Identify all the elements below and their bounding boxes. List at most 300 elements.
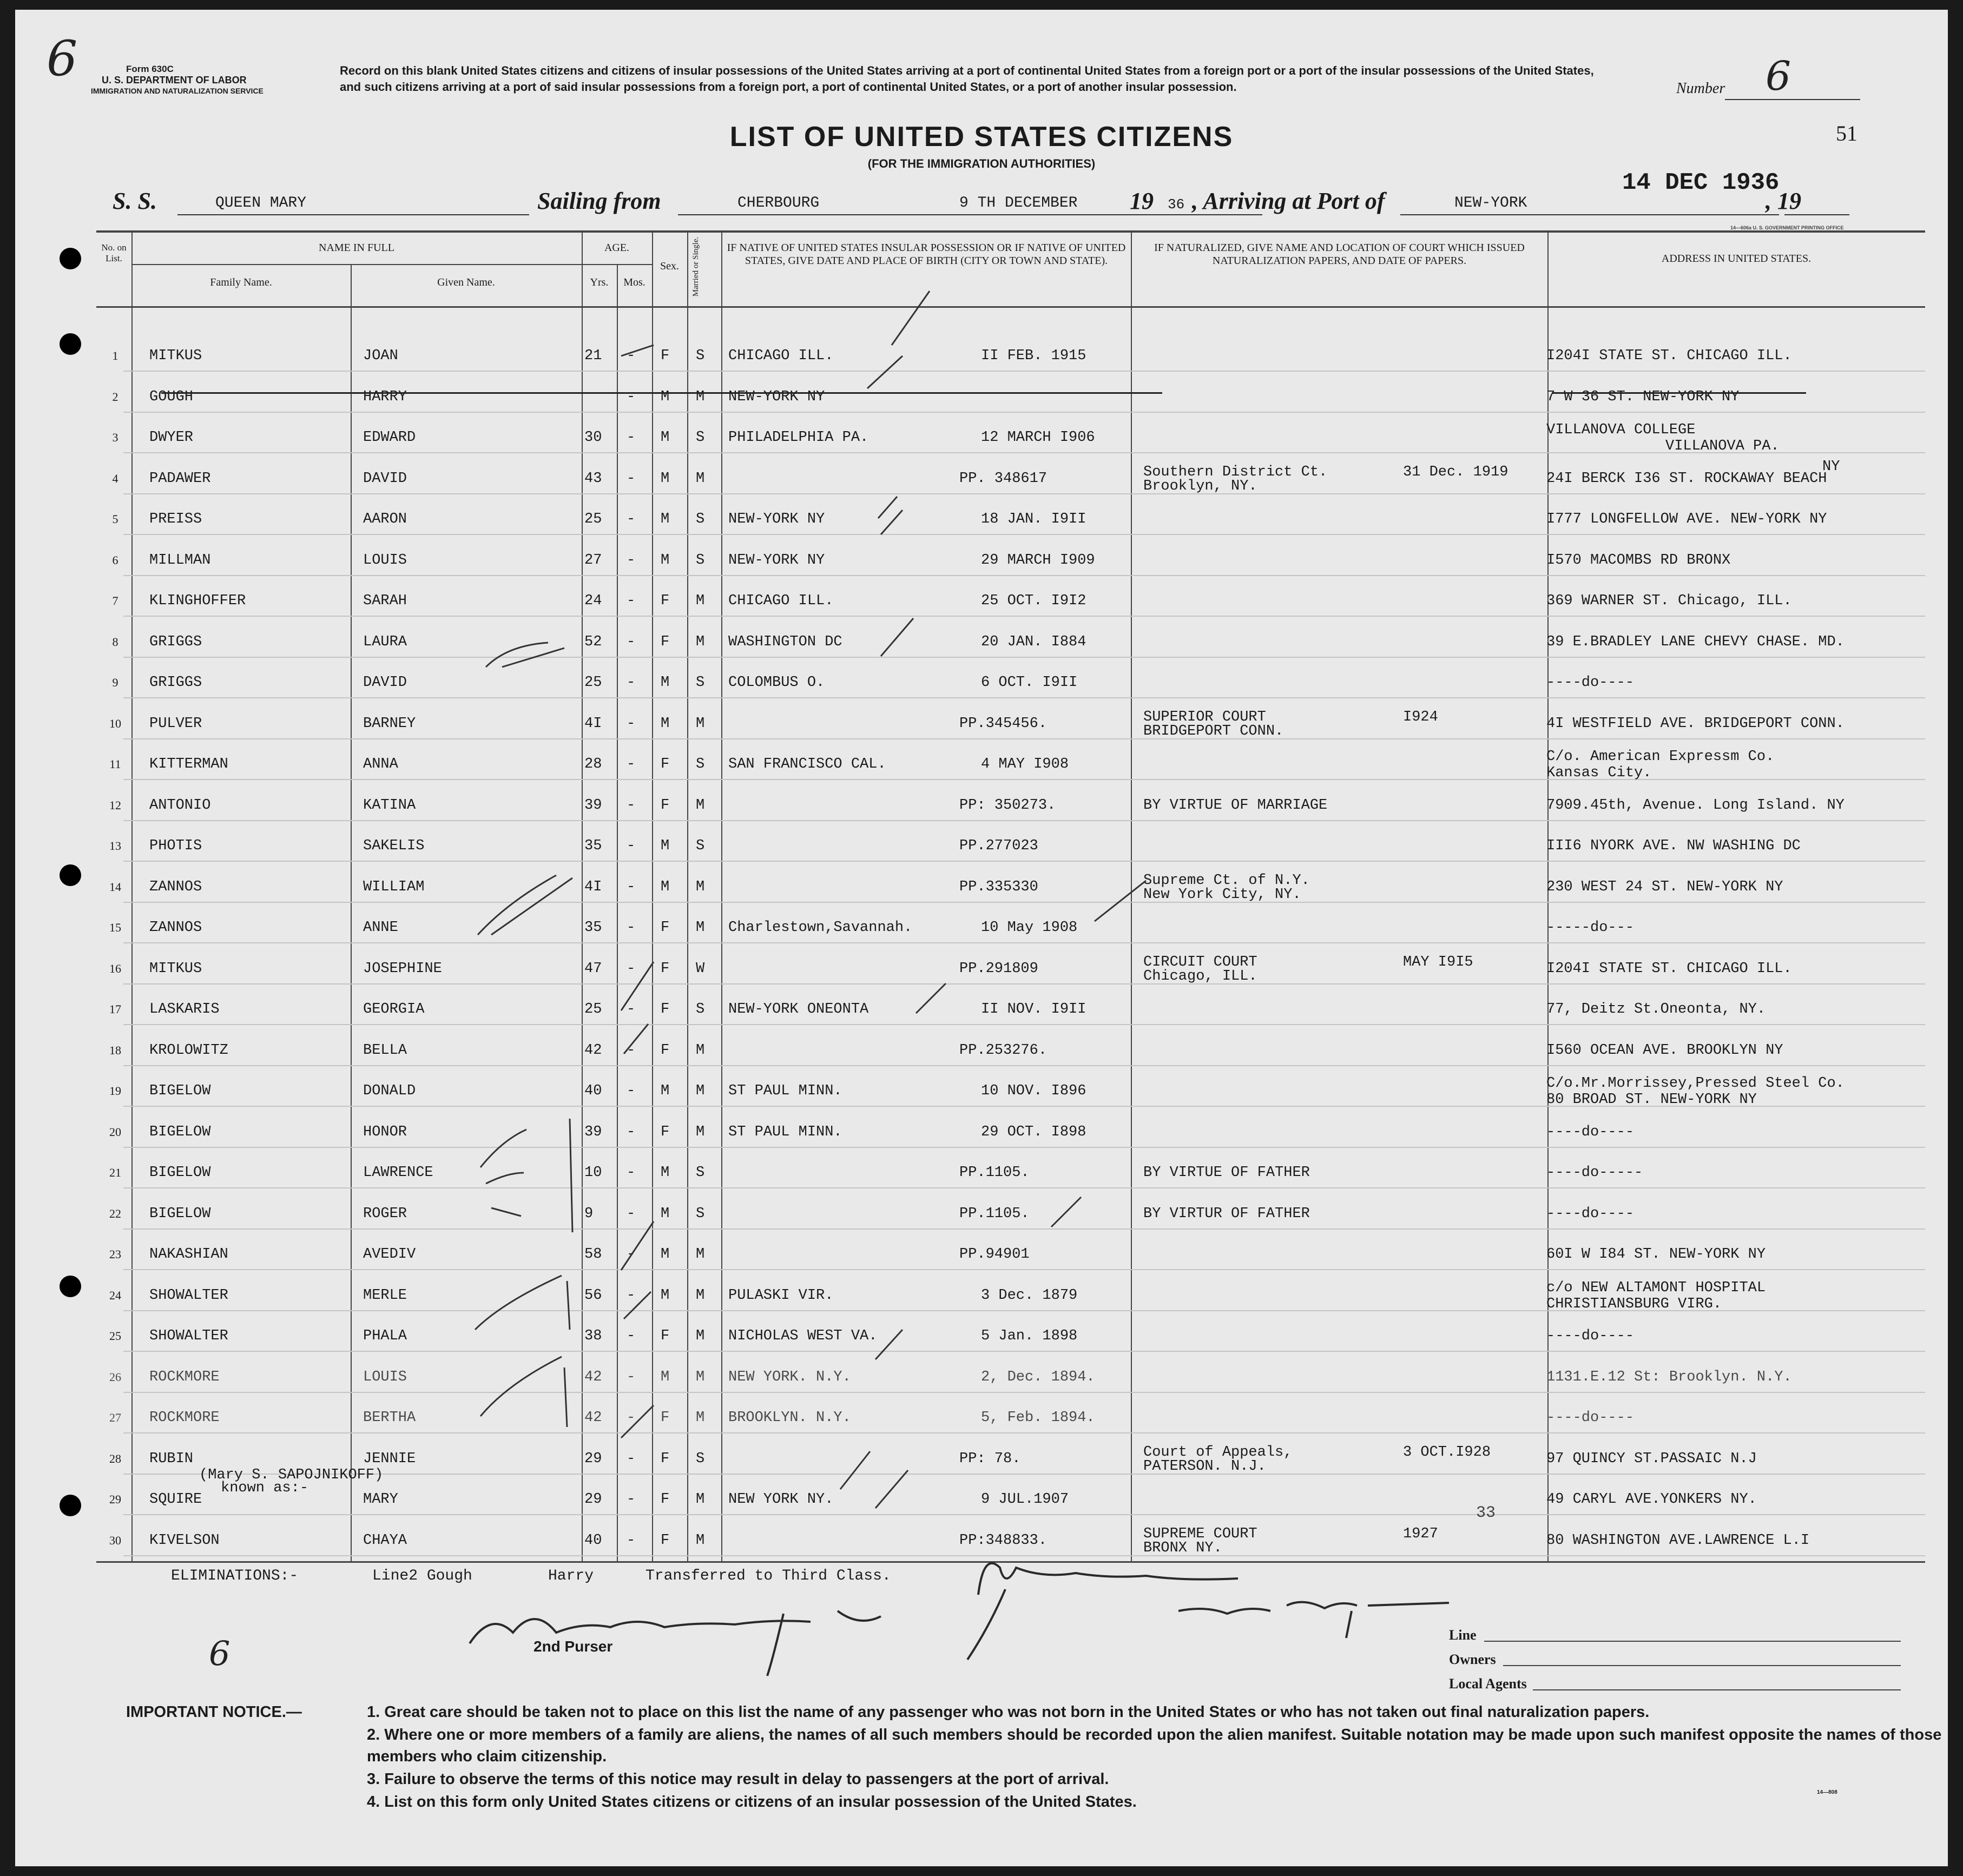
age-months: - <box>627 388 636 405</box>
family-name: BIGELOW <box>149 1165 211 1181</box>
marital-status: M <box>696 1083 705 1099</box>
birth-date-or-papers: 29 MARCH I909 <box>981 552 1095 569</box>
row-number: 10 <box>109 716 121 730</box>
court-name: Southern District Ct. <box>1143 464 1328 480</box>
address: I777 LONGFELLOW AVE. NEW-YORK NY <box>1546 511 1827 527</box>
court-location: Chicago, ILL. <box>1143 968 1257 985</box>
sex: F <box>661 1532 670 1549</box>
alias-label: known as:- <box>221 1479 309 1496</box>
birth-place: NEW-YORK NY <box>728 388 825 405</box>
sex: M <box>661 430 670 446</box>
sex: F <box>661 797 670 814</box>
birth-date-or-papers: 3 Dec. 1879 <box>981 1287 1078 1304</box>
given-name: DAVID <box>363 470 407 487</box>
header-sex: Sex. <box>660 260 679 272</box>
court-location: BRONX NY. <box>1143 1540 1222 1556</box>
year-suffix: 36 <box>1168 196 1185 213</box>
marital-status: M <box>696 1369 705 1385</box>
given-name: HARRY <box>363 388 407 405</box>
sex: M <box>661 1369 670 1385</box>
address: 7909.45th, Avenue. Long Island. NY <box>1546 797 1845 814</box>
address: c/o NEW ALTAMONT HOSPITAL <box>1546 1279 1766 1296</box>
sex: M <box>661 1165 670 1181</box>
birth-date-or-papers: PP.253276. <box>959 1042 1048 1059</box>
marital-status: W <box>696 960 705 977</box>
age-months: - <box>627 838 636 854</box>
given-name: HONOR <box>363 1124 407 1140</box>
sex: M <box>661 552 670 569</box>
age-years: 56 <box>584 1287 602 1304</box>
marital-status: S <box>696 1450 705 1467</box>
sex: M <box>661 1287 670 1304</box>
corner-mark: 6 <box>47 30 78 87</box>
address: 1131.E.12 St: Brooklyn. N.Y. <box>1546 1369 1792 1385</box>
given-name: BERTHA <box>363 1410 416 1426</box>
birth-date-or-papers: II FEB. 1915 <box>981 348 1086 364</box>
header-married-single: Married or Single. <box>691 236 700 297</box>
owners-label: Owners <box>1449 1652 1496 1667</box>
sex: F <box>661 1491 670 1508</box>
age-months: - <box>627 430 636 446</box>
birth-date-or-papers: PP.94901 <box>959 1246 1030 1263</box>
given-name: JOAN <box>363 348 398 364</box>
sex: F <box>661 1124 670 1140</box>
row-number: 7 <box>112 594 118 607</box>
address: I570 MACOMBS RD BRONX <box>1546 552 1731 569</box>
manifest-page <box>15 10 1948 1866</box>
sex: F <box>661 920 670 936</box>
header-mos: Mos. <box>623 276 645 288</box>
birth-place: CHICAGO ILL. <box>728 348 834 364</box>
number-label: Number <box>1676 80 1725 97</box>
court-date: 3 OCT.I928 <box>1403 1444 1491 1461</box>
age-months: - <box>627 1124 636 1140</box>
address: 97 QUINCY ST.PASSAIC N.J <box>1546 1450 1757 1467</box>
given-name: BELLA <box>363 1042 407 1059</box>
sex: F <box>661 593 670 609</box>
court-name: Court of Appeals, <box>1143 1444 1293 1461</box>
marital-status: M <box>696 470 705 487</box>
row-number: 3 <box>112 431 118 444</box>
age-years: 38 <box>584 1328 602 1344</box>
row-number: 15 <box>109 921 121 934</box>
birth-date-or-papers: PP: 78. <box>959 1450 1021 1467</box>
age-months: - <box>627 1450 636 1467</box>
age-years: 39 <box>584 1124 602 1140</box>
age-months: - <box>627 960 636 977</box>
age-years: 27 <box>584 552 602 569</box>
family-name: SHOWALTER <box>149 1328 228 1344</box>
address: 77, Deitz St.Oneonta, NY. <box>1546 1001 1766 1018</box>
given-name: SARAH <box>363 593 407 609</box>
family-name: GRIGGS <box>149 675 202 691</box>
address: 39 E.BRADLEY LANE CHEVY CHASE. MD. <box>1546 633 1845 650</box>
age-months: - <box>627 1001 636 1018</box>
marital-status: M <box>696 920 705 936</box>
court-date: I924 <box>1403 709 1438 725</box>
birth-date-or-papers: 18 JAN. I9II <box>981 511 1086 527</box>
marital-status: M <box>696 388 705 405</box>
birth-date-or-papers: II NOV. I9II <box>981 1001 1086 1018</box>
eliminations-line: Line2 Gough <box>372 1568 472 1584</box>
court-location: BRIDGEPORT CONN. <box>1143 723 1284 739</box>
birth-date-or-papers: PP.291809 <box>959 960 1038 977</box>
sex: F <box>661 1001 670 1018</box>
birth-date-or-papers: 4 MAY I908 <box>981 756 1069 772</box>
row-number: 1 <box>112 349 118 362</box>
address: ----do----- <box>1546 1165 1643 1181</box>
birth-date-or-papers: 9 JUL.1907 <box>981 1491 1069 1508</box>
service: IMMIGRATION AND NATURALIZATION SERVICE <box>91 87 264 95</box>
given-name: ANNE <box>363 920 398 936</box>
birth-place: WASHINGTON DC <box>728 633 842 650</box>
age-months: - <box>627 878 636 895</box>
age-years: 47 <box>584 960 602 977</box>
given-name: GEORGIA <box>363 1001 425 1018</box>
age-years: 40 <box>584 1083 602 1099</box>
birth-date-or-papers: PP.1105. <box>959 1205 1030 1222</box>
birth-date-or-papers: 5 Jan. 1898 <box>981 1328 1078 1344</box>
birth-place: Charlestown,Savannah. <box>728 920 913 936</box>
notice-item-2: 2. Where one or more members of a family are aliens, the names of all such members should be recorded upon the alien manifest. Suitable notation may be made upon such manifest opposite the names of those members who claim citizenship. <box>367 1726 1942 1765</box>
court-name: BY VIRTUE OF MARRIAGE <box>1143 797 1328 814</box>
given-name: BARNEY <box>363 715 416 732</box>
arriving-label: , Arriving at Port of <box>1192 188 1385 214</box>
age-months: - <box>627 1532 636 1549</box>
age-years: 35 <box>584 838 602 854</box>
row-number: 27 <box>109 1411 121 1424</box>
address: -----do--- <box>1546 920 1635 936</box>
family-name: ANTONIO <box>149 797 211 814</box>
address: I560 OCEAN AVE. BROOKLYN NY <box>1546 1042 1783 1059</box>
birth-place: SAN FRANCISCO CAL. <box>728 756 886 772</box>
family-name: KLINGHOFFER <box>149 593 246 609</box>
alias-name: (Mary S. SAPOJNIKOFF) <box>199 1467 384 1483</box>
given-name: AVEDIV <box>363 1246 416 1263</box>
age-months: - <box>627 552 636 569</box>
address: ----do---- <box>1546 1410 1635 1426</box>
age-years: 28 <box>584 756 602 772</box>
address: C/o.Mr.Morrissey,Pressed Steel Co. <box>1546 1075 1845 1092</box>
port-from: CHERBOURG <box>737 195 820 212</box>
row-number: 25 <box>109 1329 121 1343</box>
age-months: - <box>627 1287 636 1304</box>
age-years: 58 <box>584 1246 602 1263</box>
birth-date-or-papers: PP. 348617 <box>959 470 1048 487</box>
family-name: MITKUS <box>149 348 202 364</box>
department: U. S. DEPARTMENT OF LABOR <box>102 75 247 85</box>
ship-name: QUEEN MARY <box>215 195 307 212</box>
sailing-label: Sailing from <box>537 188 661 214</box>
family-name: GRIGGS <box>149 633 202 650</box>
age-months: - <box>627 511 636 527</box>
row-number: 8 <box>112 635 118 649</box>
birth-place: NEW YORK NY. <box>728 1491 834 1508</box>
family-name: DWYER <box>149 430 194 446</box>
age-years: 21 <box>584 348 602 364</box>
ss-label: S. S. <box>113 188 157 214</box>
row-number: 28 <box>109 1451 121 1465</box>
given-name: ROGER <box>363 1205 407 1222</box>
row-number: 21 <box>109 1166 121 1179</box>
family-name: NAKASHIAN <box>149 1246 228 1263</box>
purser-title: 2nd Purser <box>533 1638 613 1655</box>
age-months: - <box>627 675 636 691</box>
family-name: RUBIN <box>149 1450 194 1467</box>
family-name: KIVELSON <box>149 1532 220 1549</box>
age-months: - <box>627 1042 636 1059</box>
address: 24I BERCK I36 ST. ROCKAWAY BEACH <box>1546 470 1827 487</box>
birth-date-or-papers: PP: 350273. <box>959 797 1056 814</box>
marital-status: S <box>696 552 705 569</box>
given-name: JOSEPHINE <box>363 960 442 977</box>
age-years: 29 <box>584 1491 602 1508</box>
marital-status: M <box>696 715 705 732</box>
marital-status: M <box>696 1124 705 1140</box>
age-months: - <box>627 1491 636 1508</box>
birth-place: CHICAGO ILL. <box>728 593 834 609</box>
birth-date-or-papers: 25 OCT. I9I2 <box>981 593 1086 609</box>
sex: F <box>661 348 670 364</box>
sex: F <box>661 1042 670 1059</box>
row-number: 29 <box>109 1492 121 1506</box>
signatures <box>15 10 1948 1866</box>
family-name: ZANNOS <box>149 920 202 936</box>
court-date: 31 Dec. 1919 <box>1403 464 1509 480</box>
agents-rule <box>1533 1689 1901 1690</box>
address: ----do---- <box>1546 1205 1635 1222</box>
marital-status: S <box>696 430 705 446</box>
family-name: ROCKMORE <box>149 1410 220 1426</box>
marital-status: S <box>696 511 705 527</box>
birth-date-or-papers: PP.345456. <box>959 715 1048 732</box>
family-name: SQUIRE <box>149 1491 202 1508</box>
row-number: 30 <box>109 1533 121 1547</box>
given-name: ANNA <box>363 756 398 772</box>
row-number: 14 <box>109 880 121 894</box>
family-name: LASKARIS <box>149 1001 220 1018</box>
address: C/o. American Expressm Co. <box>1546 749 1775 765</box>
row-number: 24 <box>109 1288 121 1302</box>
family-name: SHOWALTER <box>149 1287 228 1304</box>
birth-date-or-papers: 2, Dec. 1894. <box>981 1369 1095 1385</box>
sex: M <box>661 1083 670 1099</box>
address: ----do---- <box>1546 1124 1635 1140</box>
birth-date-or-papers: PP:348833. <box>959 1532 1048 1549</box>
mark-33: 33 <box>1476 1504 1496 1522</box>
age-months: - <box>627 756 636 772</box>
sail-date: 9 TH DECEMBER <box>959 195 1078 212</box>
address: III6 NYORK AVE. NW WASHING DC <box>1546 838 1801 854</box>
birth-date-or-papers: 5, Feb. 1894. <box>981 1410 1095 1426</box>
birth-place: NEW YORK. N.Y. <box>728 1369 851 1385</box>
marital-status: M <box>696 1287 705 1304</box>
given-name: DAVID <box>363 675 407 691</box>
given-name: LAWRENCE <box>363 1165 433 1181</box>
notice-item-3: 3. Failure to observe the terms of this notice may result in delay to passengers at the port of arrival. <box>367 1771 1109 1788</box>
given-name: LOUIS <box>363 1369 407 1385</box>
eliminations-name: Harry <box>548 1568 594 1584</box>
row-number: 4 <box>112 471 118 485</box>
address-line-2: CHRISTIANSBURG VIRG. <box>1546 1296 1722 1312</box>
given-name: KATINA <box>363 797 416 814</box>
row-number: 2 <box>112 389 118 404</box>
row-number: 13 <box>109 839 121 853</box>
birth-place: NEW-YORK ONEONTA <box>728 1001 869 1018</box>
age-years: 42 <box>584 1410 602 1426</box>
address: ----do---- <box>1546 1328 1635 1344</box>
age-years: 4I <box>584 878 602 895</box>
age-months: - <box>627 1246 636 1263</box>
address-line-2: Kansas City. <box>1546 765 1652 781</box>
age-years: 40 <box>584 1532 602 1549</box>
marital-status: M <box>696 1246 705 1263</box>
family-name: BIGELOW <box>149 1205 211 1222</box>
printer-note: 14—606a U. S. GOVERNMENT PRINTING OFFICE <box>1730 225 1844 230</box>
notice-item-1: 1. Great care should be taken not to place on this list the name of any passenger who was not born in the United States or who has not taken out final naturalization papers. <box>367 1703 1650 1721</box>
age-months: - <box>627 797 636 814</box>
court-location: New York City, NY. <box>1143 886 1301 903</box>
given-name: WILLIAM <box>363 878 425 895</box>
arrival-stamp: 14 DEC 1936 <box>1622 169 1780 196</box>
given-name: SAKELIS <box>363 838 425 854</box>
sex: F <box>661 1328 670 1344</box>
given-name: LAURA <box>363 633 407 650</box>
marital-status: S <box>696 1001 705 1018</box>
sex: M <box>661 388 670 405</box>
notice-item-4: 4. List on this form only United States citizens or citizens of an insular possession of the United States. <box>367 1793 1137 1811</box>
sex: M <box>661 1205 670 1222</box>
sex: F <box>661 756 670 772</box>
age-years: 4I <box>584 715 602 732</box>
court-name: SUPREME COURT <box>1143 1525 1257 1542</box>
given-name: JENNIE <box>363 1450 416 1467</box>
given-name: DONALD <box>363 1083 416 1099</box>
birth-date-or-papers: PP.1105. <box>959 1165 1030 1181</box>
address: 4I WESTFIELD AVE. BRIDGEPORT CONN. <box>1546 715 1845 732</box>
form-number: Form 630C <box>126 64 174 74</box>
family-name: PHOTIS <box>149 838 202 854</box>
age-years: 42 <box>584 1369 602 1385</box>
address: 369 WARNER ST. Chicago, ILL. <box>1546 593 1792 609</box>
sex: F <box>661 1410 670 1426</box>
sex: M <box>661 878 670 895</box>
birth-date-or-papers: PP.335330 <box>959 878 1038 895</box>
header-address: ADDRESS IN UNITED STATES. <box>1661 253 1812 265</box>
sex: F <box>661 633 670 650</box>
marital-status: S <box>696 348 705 364</box>
sex: M <box>661 838 670 854</box>
row-number: 11 <box>109 757 121 771</box>
owners-rule <box>1503 1665 1901 1666</box>
page-subtitle: (FOR THE IMMIGRATION AUTHORITIES) <box>867 157 1096 170</box>
header-no: No. on List. <box>101 242 127 263</box>
row-number: 6 <box>112 553 118 567</box>
birth-place: PULASKI VIR. <box>728 1287 834 1304</box>
address: 230 WEST 24 ST. NEW-YORK NY <box>1546 878 1783 895</box>
family-name: PULVER <box>149 715 202 732</box>
row-number: 22 <box>109 1206 121 1220</box>
birth-place: COLOMBUS O. <box>728 675 825 691</box>
port-to: NEW-YORK <box>1454 195 1527 212</box>
page-title: LIST OF UNITED STATES CITIZENS <box>729 121 1234 153</box>
age-months: - <box>627 1165 636 1181</box>
court-date: MAY I9I5 <box>1403 954 1473 970</box>
court-name: CIRCUIT COURT <box>1143 954 1257 970</box>
family-name: BIGELOW <box>149 1124 211 1140</box>
sex: M <box>661 511 670 527</box>
age-years: 29 <box>584 1450 602 1467</box>
header-naturalized: IF NATURALIZED, GIVE NAME AND LOCATION OF COURT WHICH ISSUED NATURALIZATION PAPERS, AND DATE OF PAPERS. <box>1154 242 1525 267</box>
line-rule <box>1484 1641 1901 1642</box>
header-given-name: Given Name. <box>437 276 495 288</box>
given-name: MERLE <box>363 1287 407 1304</box>
birth-date-or-papers: 20 JAN. I884 <box>981 633 1086 650</box>
family-name: ROCKMORE <box>149 1369 220 1385</box>
birth-place: NEW-YORK NY <box>728 552 825 569</box>
header-age: AGE. <box>604 242 630 254</box>
age-years: 52 <box>584 633 602 650</box>
given-name: PHALA <box>363 1328 407 1344</box>
court-location: PATERSON. N.J. <box>1143 1458 1266 1475</box>
address: ----do---- <box>1546 675 1635 691</box>
family-name: KITTERMAN <box>149 756 228 772</box>
eliminations-note: Transferred to Third Class. <box>645 1568 891 1584</box>
row-number: 26 <box>109 1370 121 1384</box>
sex: F <box>661 960 670 977</box>
family-name: MITKUS <box>149 960 202 977</box>
row-number: 9 <box>112 676 118 689</box>
birth-date-or-papers: 6 OCT. I9II <box>981 675 1078 691</box>
age-months: - <box>627 1369 636 1385</box>
header-family-name: Family Name. <box>210 276 272 288</box>
age-months: - <box>627 920 636 936</box>
court-name: BY VIRTUR OF FATHER <box>1143 1205 1310 1222</box>
header-yrs: Yrs. <box>590 276 609 288</box>
birth-place: BROOKLYN. N.Y. <box>728 1410 851 1426</box>
age-years: 25 <box>584 675 602 691</box>
marital-status: S <box>696 1205 705 1222</box>
age-months: - <box>627 715 636 732</box>
row-number: 19 <box>109 1084 121 1098</box>
marital-status: M <box>696 878 705 895</box>
sex: M <box>661 675 670 691</box>
marital-status: M <box>696 593 705 609</box>
age-months: - <box>627 470 636 487</box>
notice-lead: IMPORTANT NOTICE.— <box>126 1703 302 1721</box>
age-months: - <box>627 348 636 364</box>
address: VILLANOVA COLLEGE <box>1546 422 1696 438</box>
age-years: 10 <box>584 1165 602 1181</box>
age-years: 39 <box>584 797 602 814</box>
agents-label: Local Agents <box>1449 1676 1527 1692</box>
record-instructions: Record on this blank United States citizens and citizens of insular possessions of the United States arriving at a port of continental United States from a foreign port or a port of the insular possessions of the United States, and such citizens arriving at a port of said insular possessions from a foreign port, a port of continental United States, or a port of another insular possession. <box>340 64 1594 94</box>
address: 60I W I84 ST. NEW-YORK NY <box>1546 1246 1766 1263</box>
birth-date-or-papers: 10 May 1908 <box>981 920 1078 936</box>
birth-place: ST PAUL MINN. <box>728 1083 842 1099</box>
family-name: BIGELOW <box>149 1083 211 1099</box>
age-years: 25 <box>584 1001 602 1018</box>
birth-place: NEW-YORK NY <box>728 511 825 527</box>
sex: M <box>661 1246 670 1263</box>
court-name: BY VIRTUE OF FATHER <box>1143 1165 1310 1181</box>
court-location: Brooklyn, NY. <box>1143 478 1257 494</box>
age-months: - <box>627 1205 636 1222</box>
header-name-in-full: NAME IN FULL <box>319 242 394 254</box>
marital-status: S <box>696 838 705 854</box>
marital-status: M <box>696 1328 705 1344</box>
given-name: EDWARD <box>363 430 416 446</box>
